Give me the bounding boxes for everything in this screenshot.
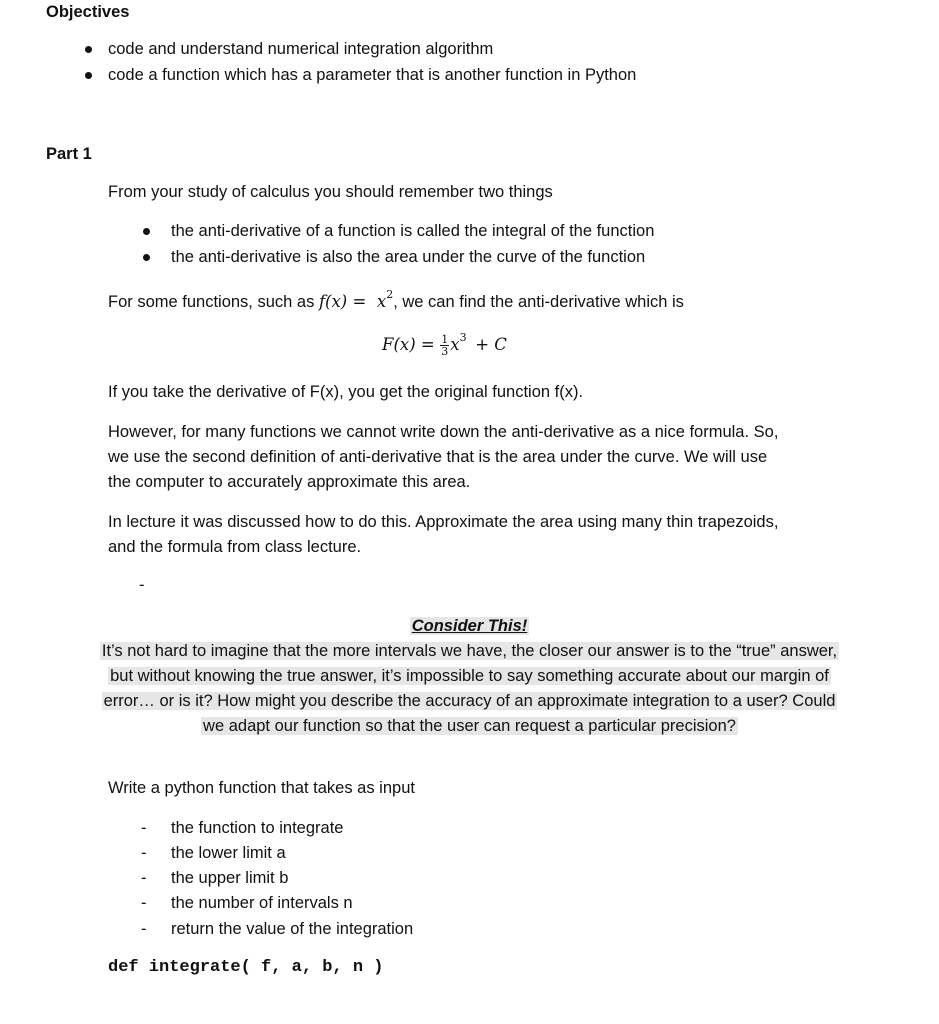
calculus-fact: the anti-derivative is also the area under the curve of the function — [171, 248, 646, 266]
antiderivative-formula — [382, 330, 507, 358]
example-suffix: , we can find the anti-derivative which is — [393, 293, 684, 311]
dash-marker: - — [141, 920, 147, 938]
stray-dash: - — [139, 576, 145, 594]
task-item: the function to integrate — [171, 819, 344, 837]
fx-label: f(x) = — [318, 292, 367, 311]
F-x: x — [450, 334, 460, 354]
consider-line: but without knowing the true answer, it’s impossible to say something accurate about our margin of — [110, 667, 829, 685]
bullet-dot — [85, 46, 92, 53]
calculus-fact: the anti-derivative of a function is called the integral of the function — [171, 222, 655, 240]
bullet-dot — [143, 228, 150, 235]
consider-line: error… or is it? How might you describe the accuracy of an approximate integration to a user? Could — [103, 692, 836, 710]
part1-heading: Part 1 — [46, 145, 92, 163]
objectives-heading: Objectives — [46, 3, 130, 21]
function-signature: def integrate( f, a, b, n ) — [108, 958, 384, 977]
task-item: the lower limit a — [171, 844, 286, 862]
task-item: the upper limit b — [171, 869, 289, 887]
dash-marker: - — [141, 894, 147, 912]
paragraph1-line: the computer to accurately approximate this area. — [108, 473, 471, 491]
frac-numerator: 1 — [441, 333, 449, 346]
task-item: the number of intervals n — [171, 894, 353, 912]
paragraph2-line: and the formula from class lecture. — [108, 538, 362, 556]
objective-item: code and understand numerical integration algorithm — [108, 40, 494, 58]
x-exponent: 2 — [386, 288, 394, 301]
part1-intro: From your study of calculus you should remember two things — [108, 183, 553, 201]
bullet-dot — [85, 72, 92, 79]
fraction — [440, 334, 449, 357]
derivative-note: If you take the derivative of F(x), you get the original function f(x). — [108, 383, 584, 401]
objective-item: code a function which has a parameter that is another function in Python — [108, 66, 637, 84]
dash-marker: - — [141, 819, 147, 837]
consider-title: Consider This! — [411, 617, 528, 635]
frac-denominator: 3 — [441, 345, 449, 358]
dash-marker: - — [141, 869, 147, 887]
dash-marker: - — [141, 844, 147, 862]
F-lhs: F(x) = — [382, 334, 435, 354]
example-line — [108, 288, 684, 312]
paragraph1-line: However, for many functions we cannot write down the anti-derivative as a nice formula. So, — [108, 423, 779, 441]
consider-line: It’s not hard to imagine that the more intervals we have, the closer our answer is to the “true” answer, — [101, 642, 838, 660]
paragraph1-line: we use the second definition of anti-derivative that is the area under the curve. We will use — [108, 448, 768, 466]
task-intro: Write a python function that takes as input — [108, 779, 415, 797]
consider-line: we adapt our function so that the user can request a particular precision? — [203, 717, 736, 735]
F-exponent: 3 — [459, 330, 467, 344]
paragraph2-line: In lecture it was discussed how to do this. Approximate the area using many thin trapezoids, — [108, 513, 779, 531]
F-rest: + C — [475, 334, 507, 354]
example-prefix: For some functions, such as — [108, 293, 315, 311]
consider-callout — [0, 614, 939, 739]
task-item: return the value of the integration — [171, 920, 414, 938]
bullet-dot — [143, 254, 150, 261]
x-base: x — [376, 292, 387, 311]
